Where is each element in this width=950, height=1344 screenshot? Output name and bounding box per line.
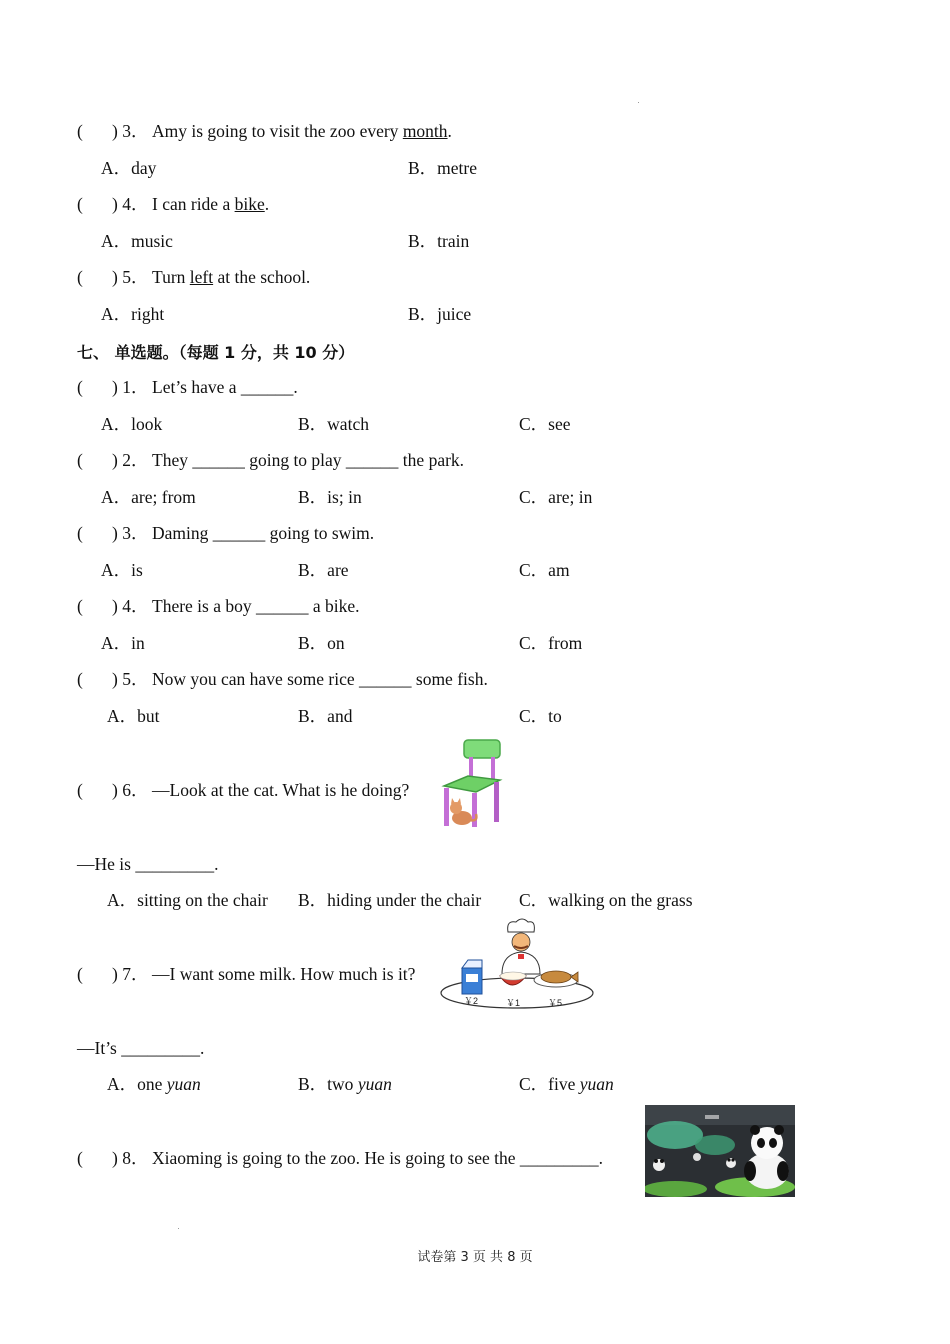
scan-dot	[638, 102, 639, 103]
option-c[interactable]: C．walking on the grass	[519, 890, 693, 910]
option-a[interactable]: A．right	[101, 304, 165, 324]
option-b[interactable]: B．watch	[298, 414, 369, 434]
question-text: Daming ______ going to swim.	[152, 523, 375, 543]
question-text: Now you can have some rice ______ some fish.	[152, 669, 488, 689]
chair-post	[491, 757, 495, 779]
question-text: Turn left at the school.	[152, 267, 311, 287]
price-rice: ￥1	[506, 998, 521, 1008]
question-number: ) 1．	[112, 377, 149, 397]
scan-dot	[178, 1228, 179, 1229]
cat-under-chair-picture	[438, 738, 504, 830]
question-number: ) 3．	[112, 523, 149, 543]
option-c[interactable]: C．are; in	[519, 487, 593, 507]
question-text: —Look at the cat. What is he doing?	[152, 780, 410, 800]
question-number: ) 8．	[112, 1148, 149, 1168]
option-c[interactable]: C．from	[519, 633, 583, 653]
section-heading: 七、 单选题。（每题 1 分，共 10 分）	[77, 343, 355, 362]
chair-leg	[472, 793, 477, 827]
page-footer: 试卷第 3 页 共 8 页	[417, 1250, 533, 1265]
question-number: ) 2．	[112, 450, 149, 470]
answer-bracket: (	[77, 523, 83, 543]
answer-bracket: (	[77, 596, 83, 616]
chef-hat-icon	[508, 919, 535, 932]
question-number: ) 5．	[112, 669, 149, 689]
question-number: ) 7．	[112, 964, 149, 984]
question-number: ) 5．	[112, 267, 149, 287]
chair-leg	[444, 788, 449, 826]
question-text: There is a boy ______ a bike.	[152, 596, 360, 616]
option-b[interactable]: B．train	[408, 231, 470, 251]
answer-bracket: (	[77, 669, 83, 689]
option-b[interactable]: B．are	[298, 560, 349, 580]
question-text: —I want some milk. How much is it?	[152, 964, 416, 984]
chair-seat	[444, 776, 500, 792]
option-a[interactable]: A．in	[101, 633, 145, 653]
green-decor	[647, 1121, 703, 1149]
question-number: ) 3．	[112, 121, 149, 141]
option-b[interactable]: B．hiding under the chair	[298, 890, 482, 910]
answer-line: —It’s _________.	[77, 1038, 205, 1058]
chef-menu-picture	[440, 918, 596, 1014]
question-text: Xiaoming is going to the zoo. He is going to see the _________.	[152, 1148, 604, 1168]
option-a[interactable]: A．day	[101, 158, 157, 178]
option-b[interactable]: B．on	[298, 633, 345, 653]
option-a[interactable]: A．sitting on the chair	[107, 890, 268, 910]
answer-bracket: (	[77, 267, 83, 287]
question-number: ) 6．	[112, 780, 149, 800]
option-b[interactable]: B．metre	[408, 158, 478, 178]
option-b[interactable]: B．two yuan	[298, 1074, 392, 1094]
question-text: They ______ going to play ______ the park.	[152, 450, 465, 470]
price-fish: ￥5	[548, 998, 563, 1008]
option-b[interactable]: B．juice	[408, 304, 472, 324]
answer-bracket: (	[77, 450, 83, 470]
question-text: I can ride a bike.	[152, 194, 270, 214]
option-b[interactable]: B．and	[298, 706, 353, 726]
option-a[interactable]: A．music	[101, 231, 173, 251]
option-a[interactable]: A．one yuan	[107, 1074, 201, 1094]
option-a[interactable]: A．look	[101, 414, 163, 434]
answer-line: —He is _________.	[77, 854, 219, 874]
answer-bracket: (	[77, 780, 83, 800]
option-c[interactable]: C．to	[519, 706, 562, 726]
option-c[interactable]: C．see	[519, 414, 571, 434]
option-c[interactable]: C．am	[519, 560, 570, 580]
answer-bracket: (	[77, 964, 83, 984]
question-text: Let’s have a ______.	[152, 377, 298, 397]
chair-leg	[494, 782, 499, 822]
option-b[interactable]: B．is; in	[298, 487, 362, 507]
price-milk: ￥2	[464, 996, 479, 1006]
chef-scarf	[518, 954, 524, 959]
option-a[interactable]: A．are; from	[101, 487, 196, 507]
option-a[interactable]: A．is	[101, 560, 143, 580]
answer-bracket: (	[77, 1148, 83, 1168]
question-number: ) 4．	[112, 596, 149, 616]
option-a[interactable]: A．but	[107, 706, 160, 726]
option-c[interactable]: C．five yuan	[519, 1074, 614, 1094]
answer-bracket: (	[77, 377, 83, 397]
question-text: Amy is going to visit the zoo every month.	[152, 121, 452, 141]
panda-zoo-picture	[645, 1105, 795, 1197]
question-number: ) 4．	[112, 194, 149, 214]
answer-bracket: (	[77, 121, 83, 141]
answer-bracket: (	[77, 194, 83, 214]
chair-back	[464, 740, 500, 758]
fish-icon	[541, 971, 571, 983]
